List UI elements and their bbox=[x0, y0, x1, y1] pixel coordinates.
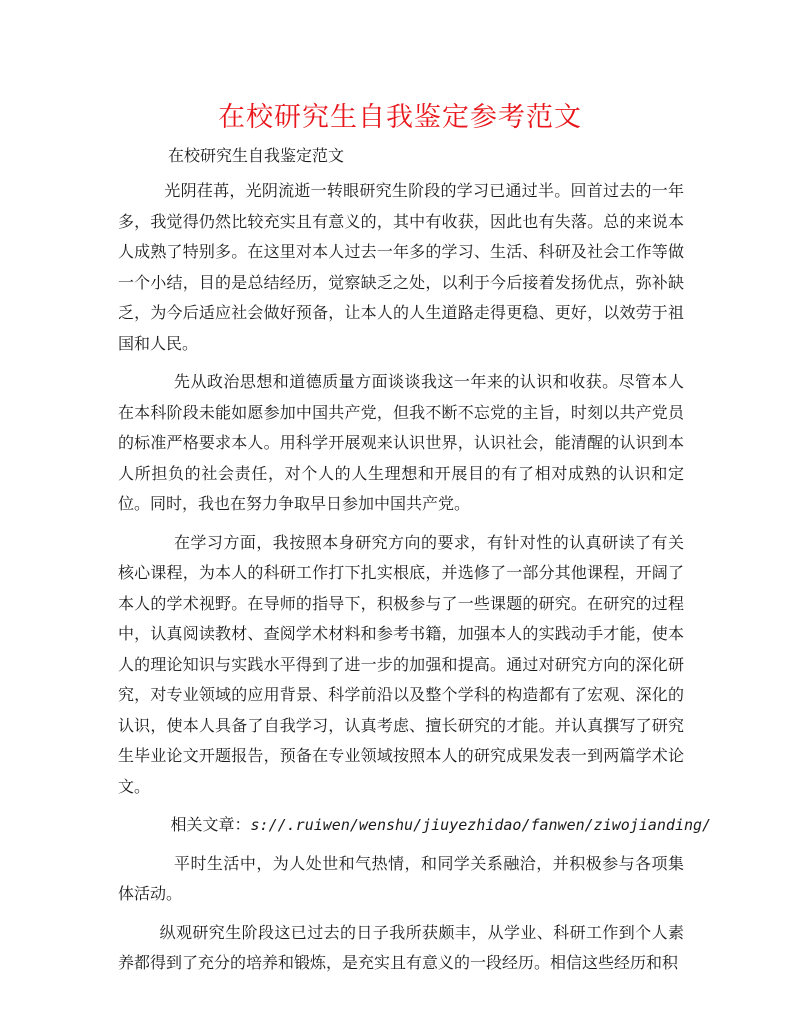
paragraph-intro: 光阴荏苒，光阴流逝一转眼研究生阶段的学习已通过半。回首过去的一年多，我觉得仍然比较充实且有意义的，其中有收获，因此也有失落。总的来说本人成熟了特别多。在这里对本人过去一年多的学习、生活、科研及社会工作等做一个小结，目的是总结经历，觉察缺乏之处，以利于今后接着发扬优点，弥补缺乏，为今后适应社会做好预备，让本人的人生道路走得更稳、更好，以效劳于祖国和人民。 bbox=[118, 181, 684, 353]
related-article-label: 相关文章： bbox=[170, 815, 251, 834]
related-article-line bbox=[118, 810, 712, 841]
paragraph-summary: 纵观研究生阶段这已过去的日子我所获颇丰，从学业、科研工作到个人素养都得到了充分的培养和锻炼，是充实且有意义的一段经历。相信这些经历和积 bbox=[118, 922, 684, 972]
paragraph-study: 在学习方面，我按照本身研究方向的要求，有针对性的认真研读了有关核心课程，为本人的科研工作打下扎实根底，并选修了一部分其他课程，开阔了本人的学术视野。在导师的指导下，积极参与了一些课题的研究。在研究的过程中，认真阅读教材、查阅学术材料和参考书籍，加强本人的实践动手才能，使本人的理论知识与实践水平得到了进一步的加强和提高。通过对研究方向的深化研究，对专业领域的应用背景、科学前沿以及整个学科的构造都有了宏观、深化的认识，使本人具备了自我学习，认真考虑、擅长研究的才能。并认真撰写了研究生毕业论文开题报告，预备在专业领域按照本人的研究成果发表一到两篇学术论文。 bbox=[118, 532, 684, 796]
document-subtitle: 在校研究生自我鉴定范文 bbox=[168, 146, 345, 165]
related-article-url[interactable]: s://.ruiwen/wenshu/jiuyezhidao/fanwen/ziwojianding/ bbox=[250, 816, 712, 834]
document-body bbox=[118, 176, 712, 987]
paragraph-life: 平时生活中，为人处世和气热情，和同学关系融洽，并积极参与各项集体活动。 bbox=[118, 853, 684, 903]
document-title: 在校研究生自我鉴定参考范文 bbox=[218, 102, 582, 133]
paragraph-politics: 先从政治思想和道德质量方面谈谈我这一年来的认识和收获。尽管本人在本科阶段未能如愿参加中国共产党，但我不断不忘党的主旨，时刻以共产党员的标准严格要求本人。用科学开展观来认识世界，认识社会，能清醒的认识到本人所担负的社会责任，对个人的人生理想和开展目的有了相对成熟的认识和定位。同时，我也在努力争取早日参加中国共产党。 bbox=[118, 372, 684, 513]
